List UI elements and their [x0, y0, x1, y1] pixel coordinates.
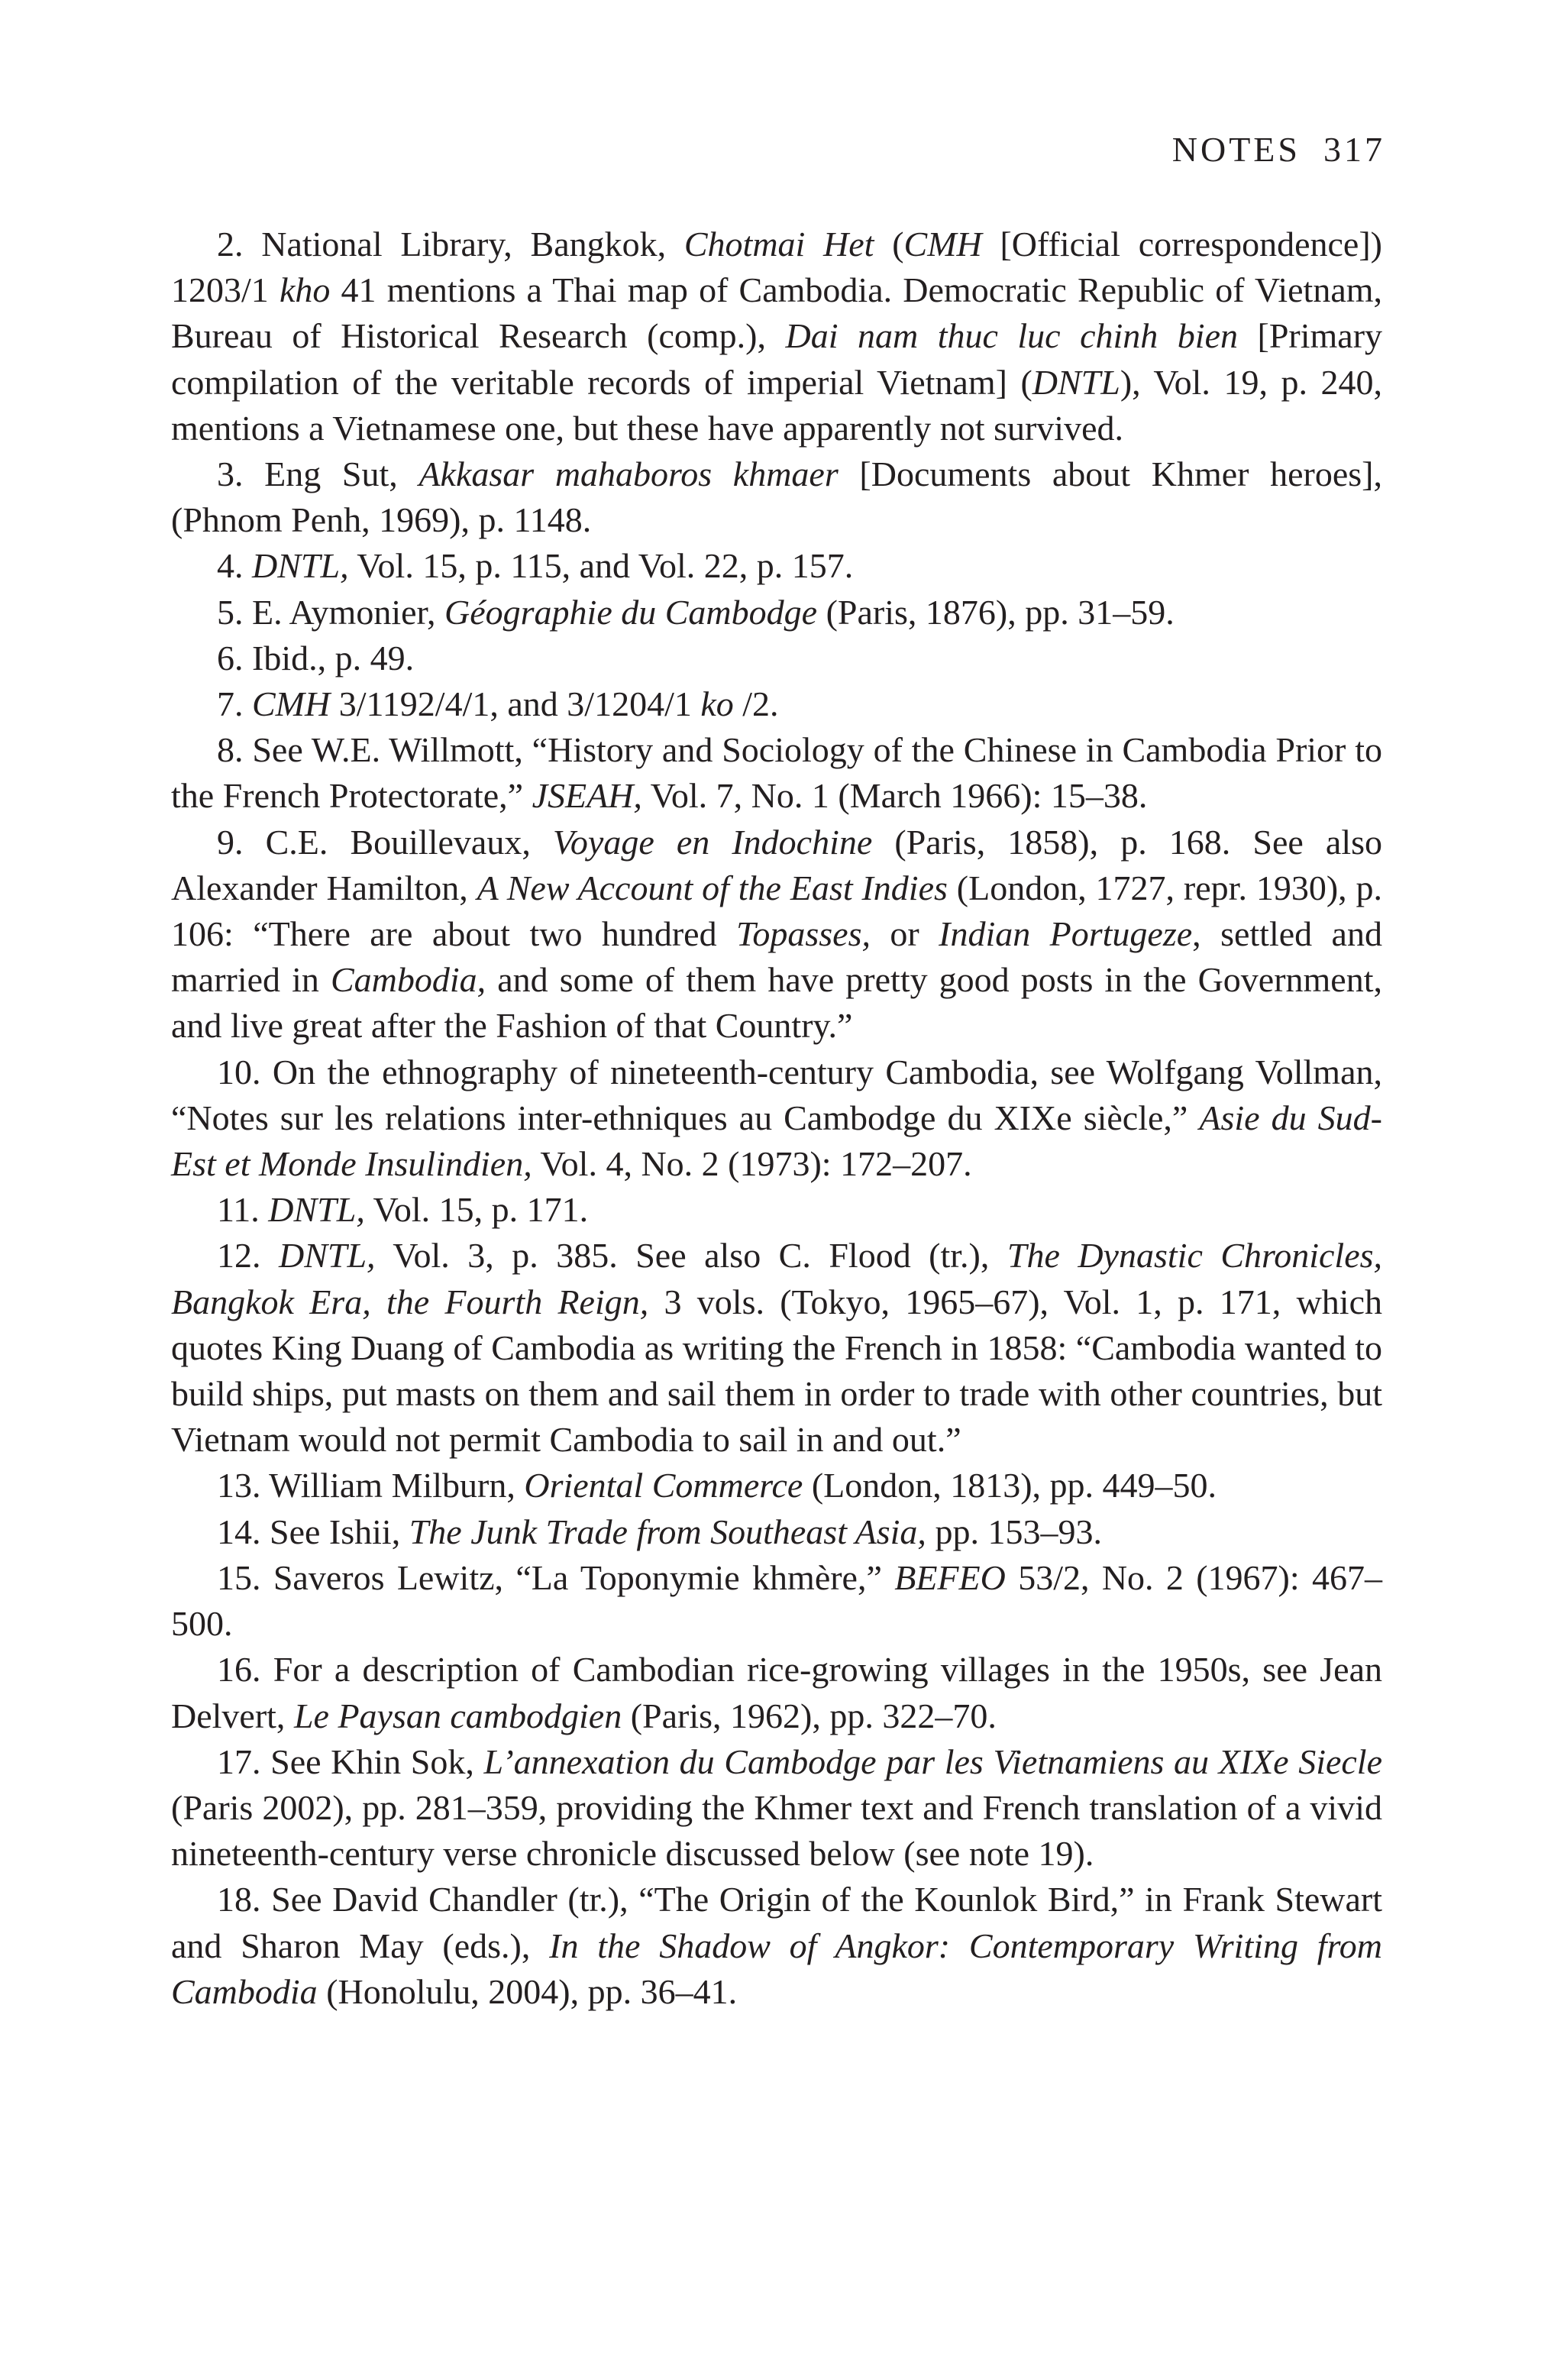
endnote-text: Eng Sut, — [264, 454, 419, 494]
endnote-italic-text: Géographie du Cambodge — [444, 592, 818, 632]
endnote-number: 10. — [217, 1052, 261, 1091]
endnote-number: 7. — [217, 684, 244, 724]
endnote-italic-text: Topasses, — [736, 914, 871, 954]
endnote-text: , settled and married in — [171, 914, 1382, 1000]
endnote — [171, 635, 1382, 681]
endnote — [171, 1555, 1382, 1647]
endnote-number: 11. — [217, 1190, 260, 1230]
endnote-text: Vol. 7, No. 1 (March 1966): 15–38. — [641, 776, 1148, 816]
endnote-number: 4. — [217, 546, 244, 586]
endnote-text: Vol. 15, p. 115, and Vol. 22, p. 157. — [348, 546, 854, 586]
endnote-italic-text: Cambodia, — [330, 960, 486, 1000]
endnote-italic-text: Asie du Sud-Est et Monde Insulindien, — [171, 1098, 1382, 1184]
endnote-italic-text: Indian Portugeze — [939, 914, 1193, 954]
endnote-italic-text: A New Account of the East Indies — [477, 868, 948, 907]
endnote-number: 16. — [217, 1650, 261, 1690]
endnote-italic-text: BEFEO — [894, 1557, 1006, 1597]
endnote-text: On the ethnography of nineteenth-century Cambodia, see Wolfgang Vollman, “Notes sur les relations inter-ethniques au Cambodge du XIXe siècle,” — [171, 1052, 1383, 1137]
endnote-number: 3. — [217, 454, 244, 494]
endnote-italic-text: Akkasar mahaboros khmaer — [418, 454, 839, 494]
endnote-number: 15. — [217, 1557, 261, 1597]
endnote-number: 8. — [217, 730, 244, 770]
endnote — [171, 1877, 1382, 2015]
endnote-text: See Ishii, — [270, 1512, 409, 1551]
endnote-text: (London, 1727, repr. 1930), p. 106: “There are about two hundred — [171, 868, 1383, 954]
endnote-text: Ibid., p. 49. — [252, 638, 415, 677]
endnote-text: 41 mentions a Thai map of Cambodia. Democratic Republic of Vietnam, Bureau of Historical Research (comp.), — [171, 270, 1383, 356]
endnote-number: 6. — [217, 638, 244, 677]
endnote — [171, 1739, 1382, 1877]
endnote-text: Saveros Lewitz, “La Toponymie khmère,” — [273, 1557, 895, 1597]
endnote-text: or — [870, 914, 939, 954]
endnotes-list — [171, 222, 1382, 2015]
section-title: NOTES — [1171, 130, 1301, 169]
endnote-text: pp. 153–93. — [926, 1512, 1102, 1551]
endnote-italic-text: Oriental Commerce — [524, 1466, 803, 1505]
running-head — [1172, 127, 1385, 173]
endnote — [171, 681, 1382, 727]
endnote-number: 14. — [217, 1512, 261, 1551]
endnote — [171, 1647, 1382, 1738]
endnote-text: For a description of Cambodian rice-growing villages in the 1950s, see Jean Delvert, — [171, 1650, 1383, 1735]
endnote-text: 3/1192/4/1, and 3/1204/1 — [330, 684, 701, 724]
endnote-italic-text: DNTL — [1032, 362, 1120, 402]
endnote-italic-text: JSEAH, — [532, 776, 642, 816]
endnote — [171, 727, 1382, 819]
endnote — [171, 222, 1382, 451]
endnote-text: E. Aymonier, — [252, 592, 445, 632]
endnote-text: Vol. 15, p. 171. — [364, 1190, 589, 1230]
endnote-number: 13. — [217, 1466, 261, 1505]
endnote-italic-text: Chotmai Het — [683, 225, 874, 264]
endnote — [171, 1509, 1382, 1555]
endnote-italic-text: CMH — [903, 225, 982, 264]
endnote-italic-text: Voyage en Indochine — [552, 822, 873, 862]
endnote-text: (Paris, 1858), p. 168. See also Alexander Hamilton, — [171, 822, 1383, 907]
endnote-text: See David Chandler (tr.), “The Origin of the Kounlok Bird,” in Frank Stewart and Sharon May (eds.), — [171, 1880, 1382, 1965]
endnote-italic-text: DNTL, — [252, 546, 349, 586]
endnote — [171, 451, 1382, 543]
endnote-italic-text: L’annexation du Cambodge par les Vietnamiens au XIXe Siecle — [483, 1741, 1383, 1781]
endnote-text: (Paris, 1876), pp. 31–59. — [817, 592, 1175, 632]
endnote-text: ( — [874, 225, 904, 264]
endnote-italic-text: DNTL, — [278, 1236, 376, 1276]
endnote-text: and some of them have pretty good posts in the Government, and live great after the Fashion of that Country.” — [171, 960, 1383, 1046]
endnote-number: 9. — [217, 822, 244, 862]
page-number: 317 — [1323, 130, 1385, 169]
endnote-italic-text: Dai nam thuc luc chinh bien — [785, 316, 1238, 356]
endnote-text: 53/2, No. 2 (1967): 467–500. — [171, 1557, 1382, 1644]
endnote-italic-text: The Junk Trade from Southeast Asia, — [409, 1512, 926, 1551]
endnote-text: (Paris 2002), pp. 281–359, providing the Khmer text and French translation of a vivid nineteenth-century verse chronicle discussed below (see note 19). — [171, 1787, 1382, 1874]
endnote — [171, 1233, 1382, 1463]
endnote-text: [Official correspondence]) 1203/1 — [171, 225, 1382, 310]
endnote-number: 18. — [217, 1880, 261, 1919]
endnote-text: 3 vols. (Tokyo, 1965–67), Vol. 1, p. 171, which quotes King Duang of Cambodia as writing the French in 1858: “Cambodia wanted to build ships, put masts on them and sail them in order to trade with other countries, but Vietnam would not permit Cambodia to sail in and out.” — [171, 1282, 1382, 1460]
endnote-italic-text: CMH — [252, 684, 331, 724]
endnote — [171, 590, 1382, 635]
endnote-text: [Documents about Khmer heroes], (Phnom Penh, 1969), p. 1148. — [171, 454, 1382, 540]
endnote-text: C.E. Bouillevaux, — [265, 822, 553, 862]
endnote — [171, 820, 1382, 1049]
endnote-number: 2. — [217, 225, 244, 264]
endnote-text: William Milburn, — [269, 1466, 525, 1505]
endnote — [171, 1049, 1382, 1188]
endnote-text: See Khin Sok, — [270, 1741, 484, 1781]
endnote-number: 12. — [217, 1236, 261, 1276]
endnote-text: [Primary compilation of the veritable records of imperial Vietnam] ( — [171, 316, 1383, 402]
endnote-text: (Honolulu, 2004), pp. 36–41. — [317, 1971, 738, 2011]
endnote-text: /2. — [733, 684, 779, 724]
endnote-italic-text: kho — [279, 270, 331, 310]
endnote-text: (London, 1813), pp. 449–50. — [803, 1466, 1217, 1505]
endnote-number: 17. — [217, 1741, 261, 1781]
endnote-italic-text: The Dynastic Chronicles, Bangkok Era, the Fourth Reign, — [171, 1236, 1383, 1321]
endnote-text: (Paris, 1962), pp. 322–70. — [622, 1696, 997, 1735]
endnote — [171, 1463, 1382, 1509]
endnote-text: National Library, Bangkok, — [261, 225, 684, 264]
endnote-text: Vol. 4, No. 2 (1973): 172–207. — [532, 1144, 972, 1184]
endnote-text: Vol. 3, p. 385. See also C. Flood (tr.), — [375, 1236, 1007, 1276]
endnote-italic-text: ko — [700, 684, 734, 724]
endnote-number: 5. — [217, 592, 244, 632]
endnote-italic-text: Le Paysan cambodgien — [293, 1696, 622, 1735]
endnote-italic-text: DNTL, — [268, 1190, 365, 1230]
endnote-text: ), Vol. 19, p. 240, mentions a Vietnamese one, but these have apparently not survived. — [171, 362, 1383, 448]
endnote — [171, 1187, 1382, 1233]
endnote-italic-text: In the Shadow of Angkor: Contemporary Writing from Cambodia — [171, 1926, 1382, 2011]
endnote-text: See W.E. Willmott, “History and Sociology of the Chinese in Cambodia Prior to the French Protectorate,” — [171, 730, 1382, 816]
endnote — [171, 543, 1382, 589]
